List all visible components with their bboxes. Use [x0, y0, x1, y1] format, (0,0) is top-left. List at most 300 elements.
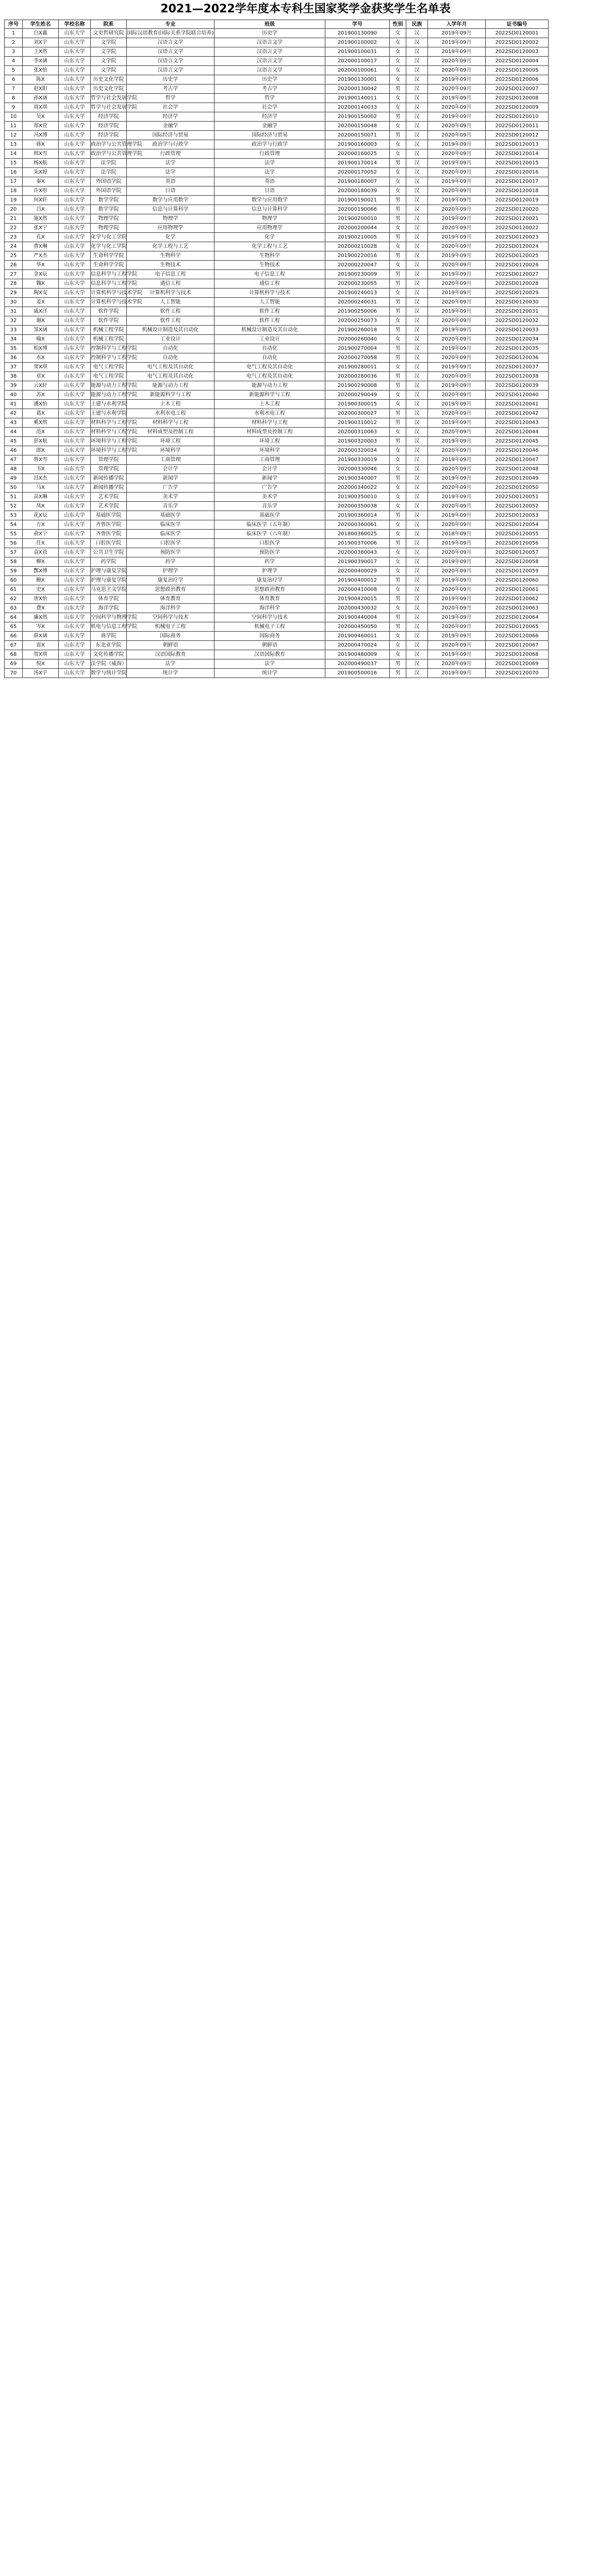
cell-class: 电气工程及其自动化	[214, 372, 325, 381]
table-row	[4, 437, 607, 446]
cell-student-id: 201900190021	[325, 196, 390, 205]
cell-department: 机械工程学院	[91, 326, 127, 335]
cell-school: 山东大学	[59, 595, 91, 604]
cell-certificate-no: 2022SD0120060	[486, 576, 549, 585]
cell-department: 口腔医学院	[91, 539, 127, 548]
cell-class: 材料科学与工程	[214, 418, 325, 428]
cell-ethnicity: 汉	[406, 604, 428, 613]
cell-class: 电气工程及其自动化	[214, 363, 325, 372]
cell-department: 东北亚学院	[91, 641, 127, 650]
table-row	[4, 57, 607, 66]
cell-student-name: 陶X雯	[23, 289, 59, 298]
cell-department: 文学院	[91, 47, 127, 57]
cell-school: 山东大学	[59, 75, 91, 84]
cell-seq: 17	[4, 177, 23, 187]
cell-gender: 男	[390, 233, 406, 242]
cell-enroll-date: 2018年09月	[428, 530, 486, 539]
header-student-id: 学号	[325, 20, 390, 29]
cell-gender: 女	[390, 29, 406, 38]
cell-class: 空间科学与技术	[214, 613, 325, 622]
cell-ethnicity: 汉	[406, 530, 428, 539]
cell-class: 汉语国际教育	[214, 650, 325, 659]
cell-student-name: 云X轩	[23, 381, 59, 391]
cell-seq: 37	[4, 363, 23, 372]
cell-gender: 女	[390, 567, 406, 576]
cell-enroll-date: 2019年09月	[428, 418, 486, 428]
cell-student-id: 201900500016	[325, 669, 390, 678]
cell-student-id: 202000490037	[325, 659, 390, 669]
table-row	[4, 669, 607, 678]
cell-seq: 67	[4, 641, 23, 650]
table-row	[4, 233, 607, 242]
cell-student-name: 窦X琪	[23, 363, 59, 372]
cell-class: 软件工程	[214, 307, 325, 316]
cell-gender: 男	[390, 511, 406, 520]
cell-student-name: 史X	[23, 585, 59, 595]
cell-seq: 22	[4, 224, 23, 233]
cell-certificate-no: 2022SD0120010	[486, 112, 549, 122]
cell-certificate-no: 2022SD0120042	[486, 409, 549, 418]
cell-department: 政治学与公共管理学院	[91, 149, 127, 159]
cell-ethnicity: 汉	[406, 335, 428, 344]
cell-ethnicity: 汉	[406, 446, 428, 455]
cell-major: 新能源科学与工程	[127, 391, 214, 400]
cell-student-name: 鲍X	[23, 576, 59, 585]
cell-major: 美术学	[127, 493, 214, 502]
cell-department: 艺术学院	[91, 493, 127, 502]
table-row	[4, 94, 607, 103]
table-row	[4, 557, 607, 567]
cell-certificate-no: 2022SD0120003	[486, 47, 549, 57]
cell-major: 国际商务	[127, 632, 214, 641]
cell-major: 哲学	[127, 94, 214, 103]
cell-class: 预防医学	[214, 548, 325, 557]
cell-student-id: 201900270004	[325, 344, 390, 353]
cell-certificate-no: 2022SD0120040	[486, 391, 549, 400]
cell-enroll-date: 2019年09月	[428, 270, 486, 279]
table-row	[4, 400, 607, 409]
cell-department: 物理学院	[91, 214, 127, 224]
cell-student-id: 201900200010	[325, 214, 390, 224]
cell-student-id: 201900290008	[325, 381, 390, 391]
cell-student-name: 魏X	[23, 279, 59, 289]
cell-enroll-date: 2020年09月	[428, 622, 486, 632]
table-row	[4, 641, 607, 650]
cell-school: 山东大学	[59, 474, 91, 483]
cell-seq: 49	[4, 474, 23, 483]
cell-gender: 女	[390, 316, 406, 326]
cell-student-id: 202000150071	[325, 131, 390, 140]
cell-student-id: 202000200044	[325, 224, 390, 233]
cell-seq: 63	[4, 604, 23, 613]
cell-student-id: 201900480009	[325, 650, 390, 659]
cell-major: 计算机科学与技术	[127, 289, 214, 298]
cell-student-name: 吴X	[23, 112, 59, 122]
cell-ethnicity: 汉	[406, 585, 428, 595]
cell-enroll-date: 2019年09月	[428, 94, 486, 103]
table-row	[4, 149, 607, 159]
cell-seq: 60	[4, 576, 23, 585]
cell-school: 山东大学	[59, 279, 91, 289]
cell-certificate-no: 2022SD0120070	[486, 669, 549, 678]
cell-department: 计算机科学与技术学院	[91, 298, 127, 307]
cell-major: 电气工程及其自动化	[127, 363, 214, 372]
cell-certificate-no: 2022SD0120056	[486, 539, 549, 548]
cell-ethnicity: 汉	[406, 177, 428, 187]
cell-department: 法学院	[91, 168, 127, 177]
cell-certificate-no: 2022SD0120035	[486, 344, 549, 353]
cell-student-name: 秦X	[23, 177, 59, 187]
cell-seq: 26	[4, 261, 23, 270]
table-row	[4, 251, 607, 261]
cell-student-name: 范X	[23, 428, 59, 437]
cell-school: 山东大学	[59, 465, 91, 474]
cell-class: 人工智能	[214, 298, 325, 307]
cell-major: 经济学	[127, 112, 214, 122]
cell-enroll-date: 2020年09月	[428, 122, 486, 131]
cell-gender: 男	[390, 669, 406, 678]
cell-student-name: 喻X	[23, 335, 59, 344]
cell-gender: 女	[390, 75, 406, 84]
cell-class: 体育教育	[214, 595, 325, 604]
cell-class: 考古学	[214, 84, 325, 94]
cell-enroll-date: 2019年09月	[428, 474, 486, 483]
cell-enroll-date: 2019年09月	[428, 344, 486, 353]
cell-student-name: 唐X怡	[23, 595, 59, 604]
table-row	[4, 187, 607, 196]
cell-gender: 男	[390, 595, 406, 604]
cell-enroll-date: 2020年09月	[428, 372, 486, 381]
cell-certificate-no: 2022SD0120039	[486, 381, 549, 391]
cell-seq: 18	[4, 187, 23, 196]
cell-major: 工业设计	[127, 335, 214, 344]
cell-school: 山东大学	[59, 187, 91, 196]
cell-class: 应用物理学	[214, 224, 325, 233]
cell-certificate-no: 2022SD0120025	[486, 251, 549, 261]
table-row	[4, 205, 607, 214]
cell-student-id: 201900400012	[325, 576, 390, 585]
cell-department: 化学与化工学院	[91, 233, 127, 242]
cell-student-id: 201900310012	[325, 418, 390, 428]
table-row	[4, 632, 607, 641]
table-row	[4, 363, 607, 372]
cell-certificate-no: 2022SD0120052	[486, 502, 549, 511]
cell-ethnicity: 汉	[406, 465, 428, 474]
cell-ethnicity: 汉	[406, 632, 428, 641]
cell-student-name: 吕X	[23, 205, 59, 214]
cell-major: 日语	[127, 187, 214, 196]
cell-class: 国际商务	[214, 632, 325, 641]
cell-certificate-no: 2022SD0120027	[486, 270, 549, 279]
cell-seq: 29	[4, 289, 23, 298]
cell-student-id: 202000330046	[325, 465, 390, 474]
cell-enroll-date: 2019年09月	[428, 38, 486, 47]
cell-certificate-no: 2022SD0120029	[486, 289, 549, 298]
cell-ethnicity: 汉	[406, 224, 428, 233]
cell-certificate-no: 2022SD0120004	[486, 57, 549, 66]
cell-ethnicity: 汉	[406, 140, 428, 149]
cell-certificate-no: 2022SD0120049	[486, 474, 549, 483]
cell-ethnicity: 汉	[406, 669, 428, 678]
cell-seq: 9	[4, 103, 23, 112]
cell-major: 能源与动力工程	[127, 381, 214, 391]
cell-class: 哲学	[214, 94, 325, 103]
cell-student-name: 贺X琪	[23, 650, 59, 659]
cell-school: 山东大学	[59, 224, 91, 233]
cell-enroll-date: 2020年09月	[428, 316, 486, 326]
cell-major: 预防医学	[127, 548, 214, 557]
cell-ethnicity: 汉	[406, 29, 428, 38]
cell-major: 护理学	[127, 567, 214, 576]
cell-certificate-no: 2022SD0120047	[486, 455, 549, 465]
cell-school: 山东大学	[59, 455, 91, 465]
cell-ethnicity: 汉	[406, 409, 428, 418]
cell-school: 山东大学	[59, 316, 91, 326]
cell-class: 法学	[214, 159, 325, 168]
cell-student-name: 白X鑫	[23, 29, 59, 38]
cell-major: 社会学	[127, 103, 214, 112]
cell-student-id: 201900250006	[325, 307, 390, 316]
cell-school: 山东大学	[59, 29, 91, 38]
cell-seq: 65	[4, 622, 23, 632]
cell-student-id: 201900260018	[325, 326, 390, 335]
cell-enroll-date: 2019年09月	[428, 196, 486, 205]
cell-major: 通信工程	[127, 279, 214, 289]
cell-enroll-date: 2019年09月	[428, 576, 486, 585]
header-school: 学校名称	[59, 20, 91, 29]
cell-student-name: 许X彤	[23, 187, 59, 196]
cell-department: 文学院	[91, 57, 127, 66]
cell-student-name: 施X然	[23, 214, 59, 224]
cell-student-id: 202000230055	[325, 279, 390, 289]
cell-seq: 16	[4, 168, 23, 177]
cell-student-name: 李X涵	[23, 57, 59, 66]
cell-student-name: 任X	[23, 539, 59, 548]
header-gender: 性别	[390, 20, 406, 29]
cell-student-id: 201900300015	[325, 400, 390, 409]
cell-class: 历史学	[214, 29, 325, 38]
cell-department: 新闻传播学院	[91, 474, 127, 483]
table-row	[4, 335, 607, 344]
cell-seq: 15	[4, 159, 23, 168]
cell-department: 电气工程学院	[91, 363, 127, 372]
cell-seq: 30	[4, 298, 23, 307]
cell-seq: 47	[4, 455, 23, 465]
cell-seq: 24	[4, 242, 23, 251]
cell-student-name: 柏X博	[23, 344, 59, 353]
cell-student-id: 202000360061	[325, 520, 390, 530]
cell-ethnicity: 汉	[406, 520, 428, 530]
cell-gender: 女	[390, 363, 406, 372]
table-row	[4, 548, 607, 557]
cell-school: 山东大学	[59, 659, 91, 669]
cell-class: 会计学	[214, 465, 325, 474]
cell-student-name: 柳X	[23, 557, 59, 567]
cell-enroll-date: 2020年09月	[428, 335, 486, 344]
cell-seq: 7	[4, 84, 23, 94]
cell-student-name: 杨X航	[23, 159, 59, 168]
cell-enroll-date: 2019年09月	[428, 251, 486, 261]
table-row	[4, 177, 607, 187]
cell-school: 山东大学	[59, 261, 91, 270]
cell-department: 数学学院	[91, 205, 127, 214]
table-row	[4, 567, 607, 576]
cell-certificate-no: 2022SD0120065	[486, 622, 549, 632]
table-row	[4, 465, 607, 474]
cell-class: 汉语言文学	[214, 38, 325, 47]
table-row	[4, 530, 607, 539]
cell-gender: 男	[390, 613, 406, 622]
cell-student-id: 201900210005	[325, 233, 390, 242]
table-row	[4, 307, 607, 316]
table-row	[4, 168, 607, 177]
cell-student-id: 202000190066	[325, 205, 390, 214]
cell-ethnicity: 汉	[406, 659, 428, 669]
cell-major: 电子信息工程	[127, 270, 214, 279]
table-row	[4, 585, 607, 595]
cell-certificate-no: 2022SD0120067	[486, 641, 549, 650]
cell-class: 新闻学	[214, 474, 325, 483]
cell-seq: 19	[4, 196, 23, 205]
cell-student-id: 202000100017	[325, 57, 390, 66]
cell-gender: 男	[390, 205, 406, 214]
cell-school: 山东大学	[59, 196, 91, 205]
cell-ethnicity: 汉	[406, 372, 428, 381]
cell-ethnicity: 汉	[406, 196, 428, 205]
cell-school: 山东大学	[59, 567, 91, 576]
cell-class: 材料成型及控制工程	[214, 428, 325, 437]
cell-student-id: 202000210028	[325, 242, 390, 251]
cell-gender: 女	[390, 242, 406, 251]
cell-seq: 66	[4, 632, 23, 641]
cell-certificate-no: 2022SD0120068	[486, 650, 549, 659]
cell-gender: 女	[390, 168, 406, 177]
cell-student-id: 201900350010	[325, 493, 390, 502]
cell-student-id: 201900180007	[325, 177, 390, 187]
cell-major: 金融学	[127, 122, 214, 131]
cell-seq: 62	[4, 595, 23, 604]
cell-major: 汉语言文学	[127, 47, 214, 57]
cell-seq: 55	[4, 530, 23, 539]
cell-ethnicity: 汉	[406, 474, 428, 483]
cell-school: 山东大学	[59, 650, 91, 659]
cell-seq: 2	[4, 38, 23, 47]
table-row	[4, 613, 607, 622]
cell-ethnicity: 汉	[406, 400, 428, 409]
cell-school: 山东大学	[59, 576, 91, 585]
cell-school: 山东大学	[59, 289, 91, 298]
cell-class: 电子信息工程	[214, 270, 325, 279]
cell-enroll-date: 2020年09月	[428, 242, 486, 251]
cell-major: 体育教育	[127, 595, 214, 604]
cell-department: 经济学院	[91, 122, 127, 131]
cell-department: 文学院	[91, 38, 127, 47]
cell-certificate-no: 2022SD0120041	[486, 400, 549, 409]
cell-school: 山东大学	[59, 622, 91, 632]
cell-major: 基础医学	[127, 511, 214, 520]
cell-student-name: 廉X然	[23, 613, 59, 622]
cell-department: 体育学院	[91, 595, 127, 604]
cell-student-id: 201900360014	[325, 511, 390, 520]
cell-department: 控制科学与工程学院	[91, 353, 127, 363]
table-row	[4, 112, 607, 122]
cell-ethnicity: 汉	[406, 455, 428, 465]
cell-enroll-date: 2020年09月	[428, 502, 486, 511]
cell-major: 朝鲜语	[127, 641, 214, 650]
table-row	[4, 159, 607, 168]
cell-ethnicity: 汉	[406, 344, 428, 353]
cell-department: 生命科学学院	[91, 251, 127, 261]
cell-department: 土建与水利学院	[91, 409, 127, 418]
cell-certificate-no: 2022SD0120023	[486, 233, 549, 242]
cell-seq: 40	[4, 391, 23, 400]
cell-certificate-no: 2022SD0120034	[486, 335, 549, 344]
cell-certificate-no: 2022SD0120009	[486, 103, 549, 112]
cell-ethnicity: 汉	[406, 214, 428, 224]
cell-school: 山东大学	[59, 47, 91, 57]
cell-certificate-no: 2022SD0120050	[486, 483, 549, 493]
cell-school: 山东大学	[59, 381, 91, 391]
cell-seq: 23	[4, 233, 23, 242]
cell-major: 化学工程与工艺	[127, 242, 214, 251]
cell-major: 新闻学	[127, 474, 214, 483]
cell-student-name: 朱X婷	[23, 168, 59, 177]
cell-school: 山东大学	[59, 298, 91, 307]
cell-certificate-no: 2022SD0120046	[486, 446, 549, 455]
document-title: 2021—2022学年度本专科生国家奖学金获奖学生名单表	[160, 3, 451, 15]
cell-student-id: 201900280011	[325, 363, 390, 372]
cell-gender: 男	[390, 539, 406, 548]
cell-seq: 12	[4, 131, 23, 140]
cell-student-id: 202000180039	[325, 187, 390, 196]
cell-major: 历史学	[127, 75, 214, 84]
cell-class: 信息与计算科学	[214, 205, 325, 214]
cell-certificate-no: 2022SD0120001	[486, 29, 549, 38]
cell-student-id: 201900170014	[325, 159, 390, 168]
cell-gender: 女	[390, 47, 406, 57]
cell-class: 护理学	[214, 567, 325, 576]
cell-enroll-date: 2019年09月	[428, 632, 486, 641]
cell-gender: 女	[390, 530, 406, 539]
table-row	[4, 520, 607, 530]
header-ethnicity: 民族	[406, 20, 428, 29]
cell-ethnicity: 汉	[406, 205, 428, 214]
cell-enroll-date: 2020年09月	[428, 659, 486, 669]
cell-gender: 女	[390, 103, 406, 112]
cell-student-name: 刘X宇	[23, 38, 59, 47]
table-row	[4, 344, 607, 353]
cell-class: 康复治疗学	[214, 576, 325, 585]
cell-student-name: 雷X	[23, 641, 59, 650]
cell-department: 管理学院	[91, 465, 127, 474]
cell-gender: 女	[390, 57, 406, 66]
cell-class: 通信工程	[214, 279, 325, 289]
cell-seq: 5	[4, 66, 23, 75]
cell-seq: 43	[4, 418, 23, 428]
cell-student-id: 201900390017	[325, 557, 390, 567]
cell-class: 能源与动力工程	[214, 381, 325, 391]
cell-major: 法学	[127, 159, 214, 168]
cell-certificate-no: 2022SD0120044	[486, 428, 549, 437]
cell-school: 山东大学	[59, 409, 91, 418]
cell-class: 行政管理	[214, 149, 325, 159]
cell-department: 计算机科学与技术学院	[91, 289, 127, 298]
cell-certificate-no: 2022SD0120057	[486, 548, 549, 557]
cell-seq: 31	[4, 307, 23, 316]
cell-seq: 39	[4, 381, 23, 391]
cell-major: 国际汉语教育(国际关系学院联合培养)	[127, 29, 214, 38]
cell-seq: 69	[4, 659, 23, 669]
